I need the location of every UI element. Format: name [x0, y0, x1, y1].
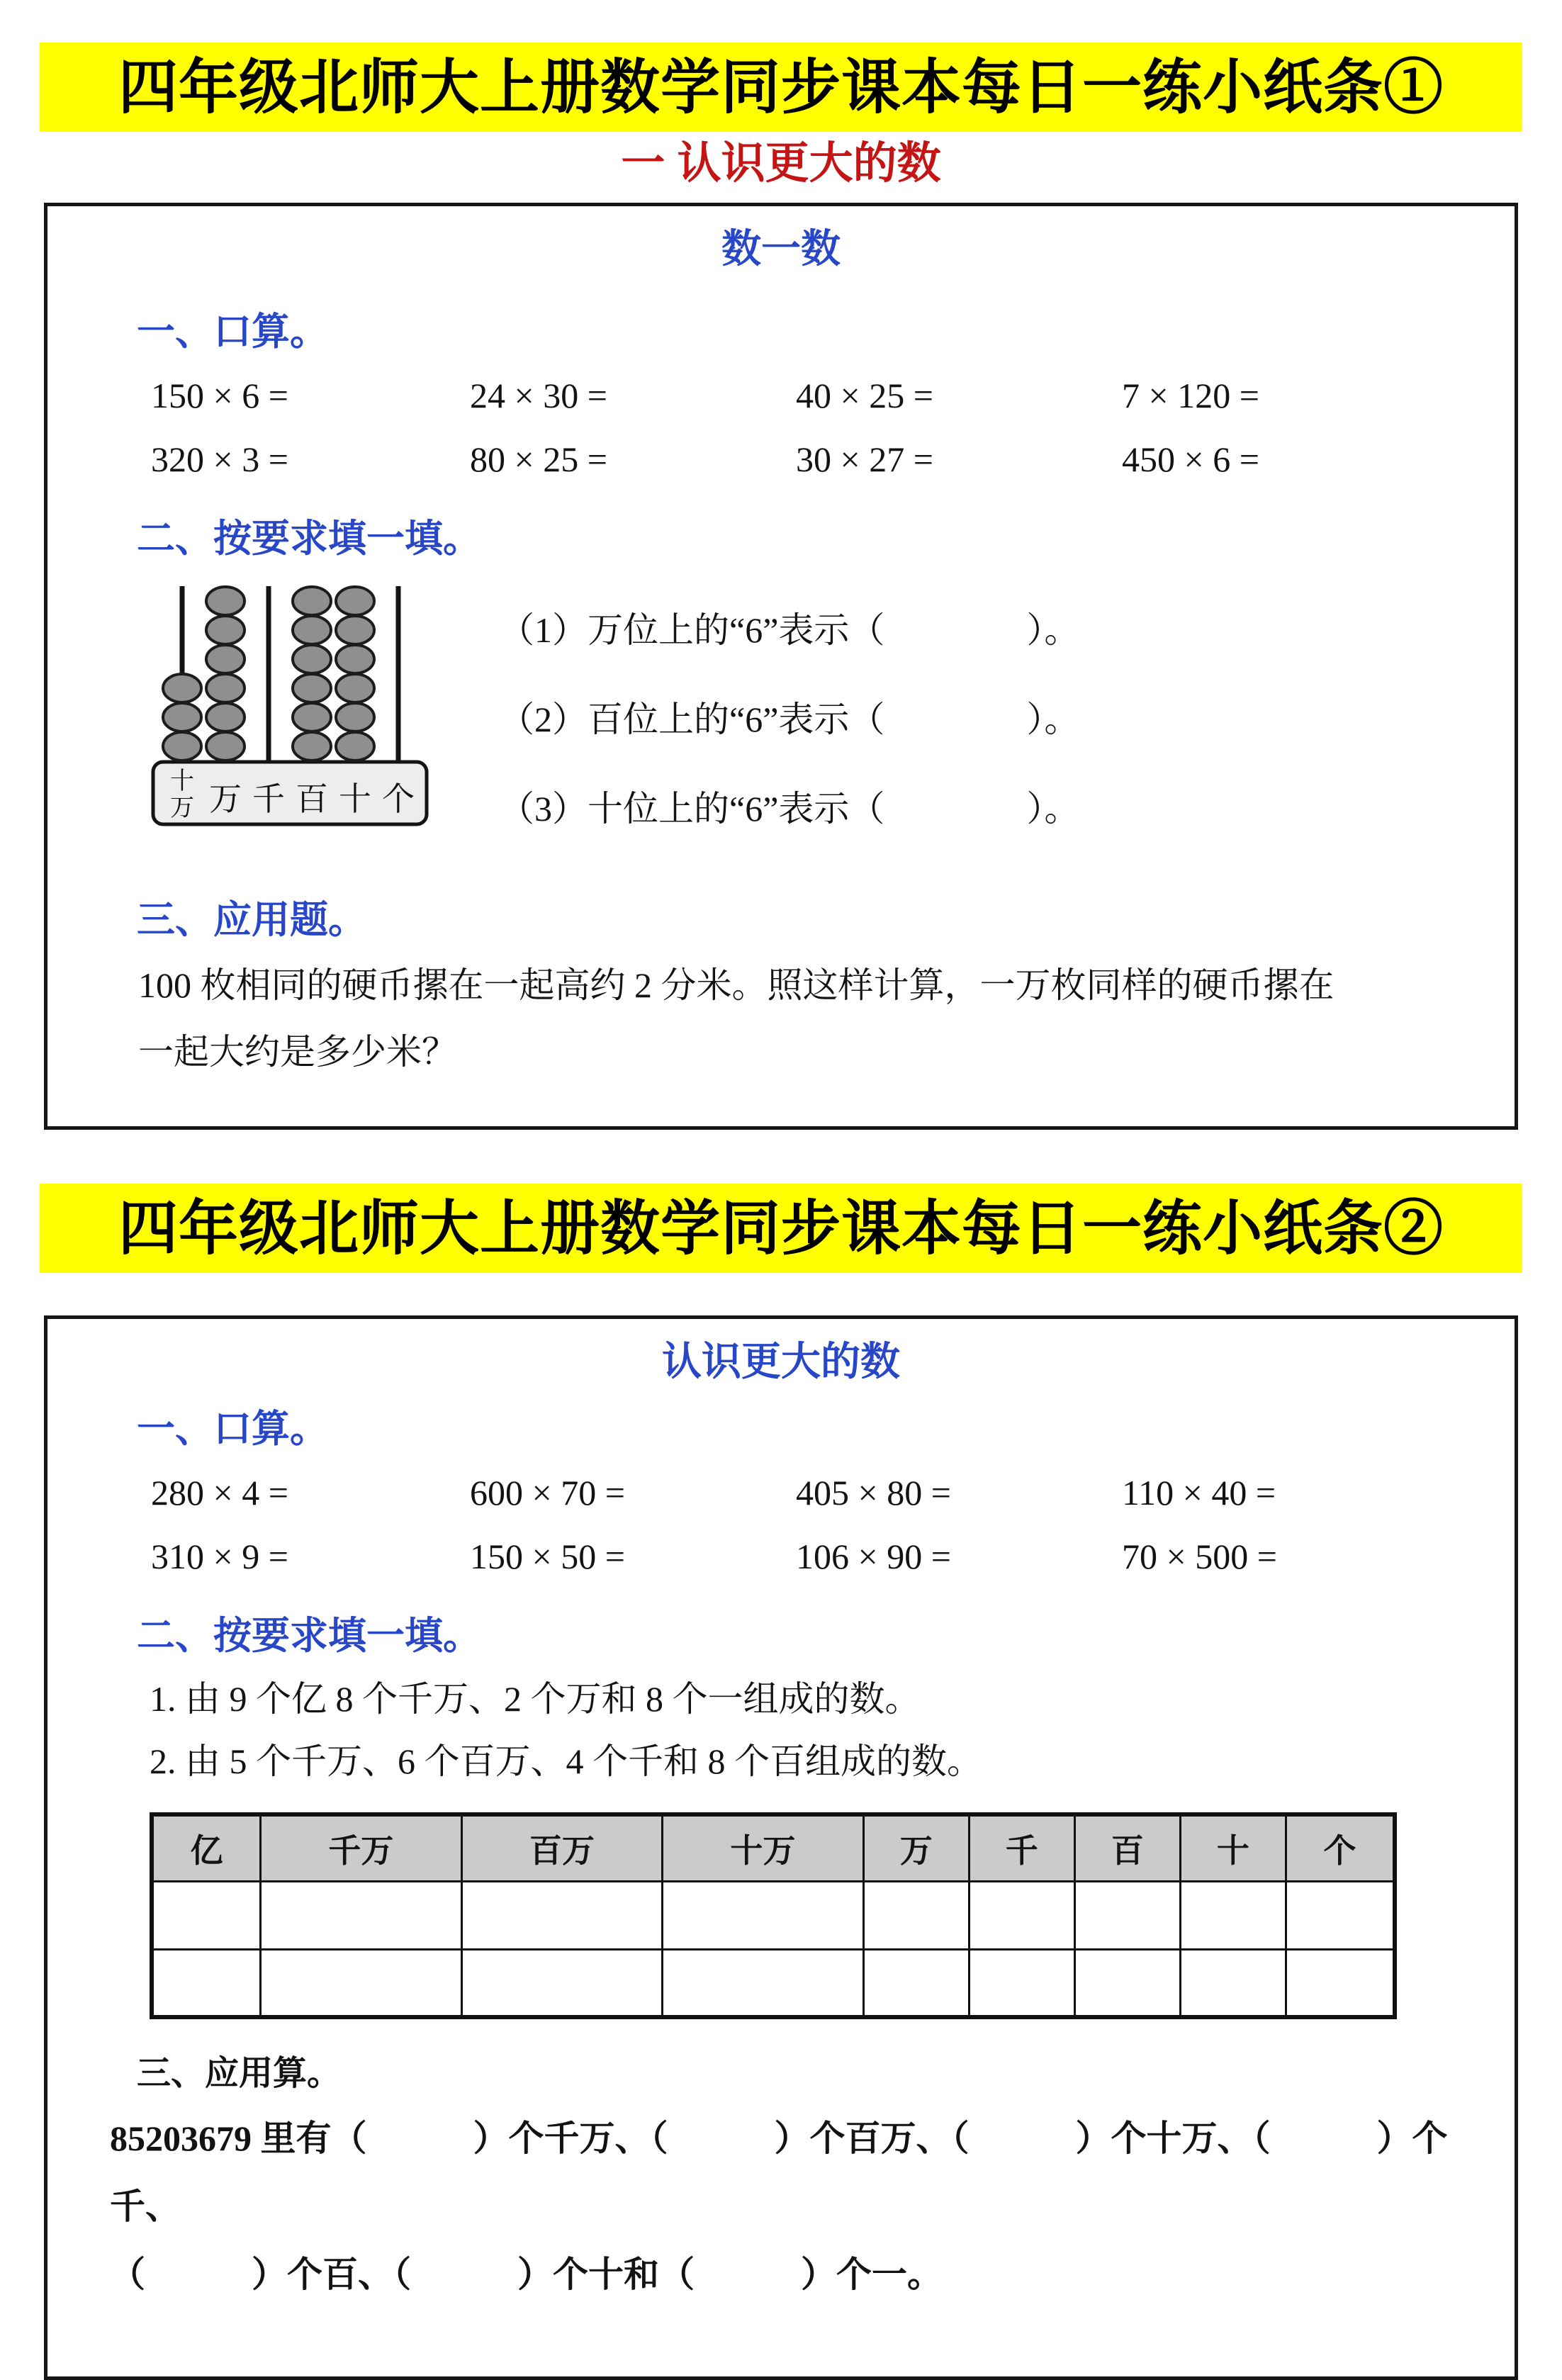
abacus-bead [293, 732, 331, 760]
math-problem: 310 × 9 = [151, 1537, 288, 1576]
fill-questions [499, 579, 1079, 877]
abacus-bead [336, 587, 374, 615]
abacus-bead [293, 674, 331, 702]
abacus-bead [336, 674, 374, 702]
math-problem: 405 × 80 = [796, 1473, 951, 1512]
abacus-label: 千 [252, 781, 285, 817]
table-cell-blank [663, 1949, 864, 2017]
table-header-cell: 千 [969, 1814, 1074, 1881]
math-problem: 320 × 3 = [151, 439, 288, 479]
abacus-label: 百 [296, 781, 328, 817]
word-problem [138, 952, 1455, 1085]
math-problem: 80 × 25 = [470, 439, 607, 479]
chapter-title: 一 认识更大的数 [621, 139, 941, 188]
oral-problems-grid-2 [151, 1472, 1455, 1577]
abacus-bead [206, 732, 245, 760]
abacus-bead [336, 616, 374, 644]
fill-question-3: （3）十位上的“6”表示（ ）。 [499, 789, 1080, 829]
abacus-figure [148, 579, 432, 832]
section-heading-oral-1: 一、口算。 [137, 310, 328, 353]
oral-problems-grid-1 [151, 375, 1455, 480]
banner-title-2: 四年级北师大上册数学同步课本每日一练小纸条② [40, 1184, 1522, 1273]
math-problem: 150 × 50 = [470, 1537, 625, 1576]
abacus-label: 万 [209, 781, 242, 817]
math-problem: 30 × 27 = [796, 439, 933, 479]
table-cell-blank [1286, 1949, 1395, 2017]
section-heading-fill-2: 二、按要求填一填。 [137, 1615, 481, 1657]
math-problem: 600 × 70 = [470, 1473, 625, 1512]
fill-question-2: （2）百位上的“6”表示（ ）。 [499, 700, 1080, 739]
abacus-label: 十 [170, 768, 194, 795]
table-header-cell: 千万 [260, 1814, 461, 1881]
math-problem: 106 × 90 = [796, 1537, 951, 1576]
section-heading-fill-1: 二、按要求填一填。 [137, 517, 481, 560]
abacus-bead [163, 703, 201, 731]
sheet-title-2: 认识更大的数 [662, 1339, 900, 1383]
apply-problem-line-1: 85203679 里有（ ）个千万、（ ）个百万、（ ）个十万、（ ）个千、 [110, 2118, 1448, 2226]
table-header-cell: 万 [863, 1814, 969, 1881]
abacus-bead [163, 732, 201, 760]
word-problem-line-2: 一起大约是多少米？ [138, 1032, 457, 1072]
math-problem: 280 × 4 = [151, 1473, 288, 1512]
table-header-cell: 十 [1180, 1814, 1286, 1881]
abacus-bead [336, 645, 374, 673]
abacus-bead [293, 645, 331, 673]
place-value-table [150, 1812, 1397, 2019]
abacus-bead [206, 674, 245, 702]
section-heading-oral-2: 一、口算。 [137, 1408, 328, 1450]
table-cell-blank [1180, 1881, 1286, 1949]
table-header-cell: 个 [1286, 1814, 1395, 1881]
place-value-header-row [152, 1814, 1395, 1881]
math-problem: 150 × 6 = [151, 376, 288, 415]
math-problem: 24 × 30 = [470, 376, 607, 415]
abacus-bead [293, 703, 331, 731]
abacus-bead [336, 703, 374, 731]
math-problem: 7 × 120 = [1122, 376, 1259, 415]
abacus-bead [336, 732, 374, 760]
worksheet-box-2 [44, 1315, 1518, 2380]
abacus-label: 个 [382, 781, 415, 817]
word-problem-line-1: 100 枚相同的硬币摞在一起高约 2 分米。照这样计算，一万枚同样的硬币摞在 [138, 965, 1335, 1005]
table-row [152, 1881, 1395, 1949]
math-problem: 40 × 25 = [796, 376, 933, 415]
table-cell-blank [461, 1881, 663, 1949]
table-cell-blank [663, 1881, 864, 1949]
table-cell-blank [1074, 1949, 1180, 2017]
table-cell-blank [863, 1949, 969, 2017]
table-header-cell: 百万 [461, 1814, 663, 1881]
fill-question-1: （1）万位上的“6”表示（ ）。 [499, 610, 1080, 650]
banner-title-1: 四年级北师大上册数学同步课本每日一练小纸条① [40, 43, 1522, 132]
table-cell-blank [1286, 1881, 1395, 1949]
table-row [152, 1949, 1395, 2017]
table-cell-blank [1074, 1881, 1180, 1949]
table-cell-blank [969, 1949, 1074, 2017]
section-heading-word-problem: 三、应用题。 [137, 899, 366, 941]
table-cell-blank [260, 1881, 461, 1949]
abacus-bead [163, 674, 201, 702]
abacus-label: 万 [170, 795, 194, 821]
table-cell-blank [969, 1881, 1074, 1949]
table-header-cell: 亿 [152, 1814, 260, 1881]
abacus-image [148, 579, 432, 829]
compose-number-item-2: 2. 由 5 个千万、6 个百万、4 个千和 8 个百组成的数。 [150, 1741, 982, 1781]
table-cell-blank [461, 1949, 663, 2017]
apply-problem [110, 2104, 1455, 2308]
worksheet-box-1 [44, 203, 1518, 1130]
abacus-bead [293, 587, 331, 615]
table-cell-blank [152, 1881, 260, 1949]
section-heading-apply: 三、应用算。 [137, 2055, 342, 2092]
table-cell-blank [863, 1881, 969, 1949]
abacus-label: 十 [339, 781, 371, 817]
math-problem: 450 × 6 = [1122, 439, 1259, 479]
abacus-bead [206, 645, 245, 673]
abacus-bead [206, 616, 245, 644]
compose-number-item-1: 1. 由 9 个亿 8 个千万、2 个万和 8 个一组成的数。 [150, 1679, 921, 1719]
sheet-title-1: 数一数 [721, 226, 841, 271]
abacus-bead [206, 703, 245, 731]
table-cell-blank [152, 1949, 260, 2017]
abacus-bead [206, 587, 245, 615]
fill-block [148, 579, 1455, 877]
table-header-cell: 百 [1074, 1814, 1180, 1881]
worksheet-page [0, 43, 1562, 2294]
abacus-bead [293, 616, 331, 644]
table-cell-blank [1180, 1949, 1286, 2017]
math-problem: 70 × 500 = [1122, 1537, 1277, 1576]
apply-problem-line-2: （ ）个百、（ ）个十和（ ）个一。 [110, 2255, 943, 2294]
table-cell-blank [260, 1949, 461, 2017]
table-header-cell: 十万 [663, 1814, 864, 1881]
math-problem: 110 × 40 = [1122, 1473, 1276, 1512]
